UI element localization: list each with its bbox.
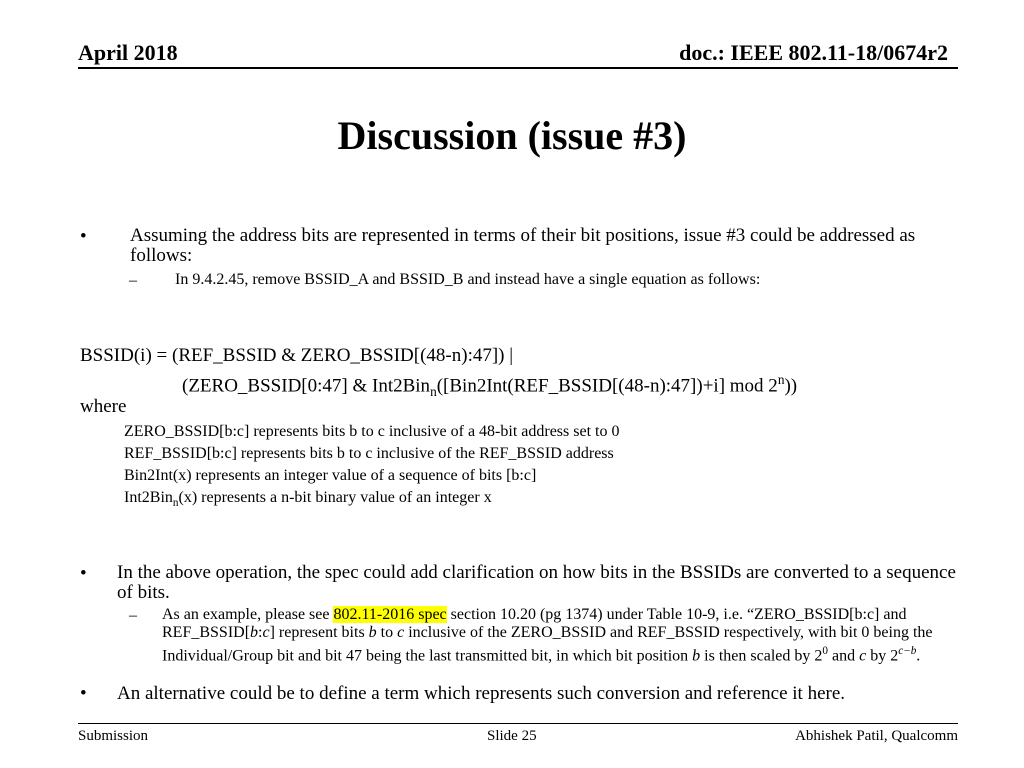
definition-ref-bssid: REF_BSSID[b:c] represents bits b to c inclusive of the REF_BSSID address bbox=[124, 445, 614, 462]
footer-submission: Submission bbox=[78, 728, 149, 744]
definition-int2bin: Int2Bin$_n$(x) represents a n-bit binary value of an integer x bbox=[124, 489, 492, 510]
bullet-3-text: An alternative could be to define a term which represents such conversion and reference it here. bbox=[117, 683, 846, 704]
highlighted-spec-reference: 802.11-2016 spec bbox=[333, 606, 447, 623]
sub-bullet-marker: – bbox=[129, 607, 137, 624]
bullet-marker: • bbox=[80, 683, 87, 704]
header-date: April 2018 bbox=[78, 40, 178, 65]
definitions-list bbox=[124, 421, 619, 514]
header-divider bbox=[78, 67, 958, 69]
sub-bullet-1-text: In 9.4.2.45, remove BSSID_A and BSSID_B and instead have a single equation as follows: bbox=[175, 271, 761, 288]
footer-slide-number: Slide 25 bbox=[487, 728, 537, 744]
definition-bin2int: Bin2Int(x) represents an integer value of a sequence of bits [b:c] bbox=[124, 467, 537, 484]
bullet-marker: • bbox=[80, 226, 87, 247]
bullet-1-text: Assuming the address bits are represented in terms of their bit positions, issue #3 could be addressed as follows: bbox=[130, 225, 916, 266]
definition-zero-bssid: ZERO_BSSID[b:c] represents bits b to c inclusive of a 48-bit address set to 0 bbox=[124, 423, 620, 440]
where-label: where bbox=[80, 396, 127, 417]
bullet-2-text: In the above operation, the spec could add clarification on how bits in the BSSIDs are converted to a sequence of bits. bbox=[117, 562, 956, 603]
equation-line-1: BSSID(i) = (REF_BSSID & ZERO_BSSID[(48-n):47]) | bbox=[80, 345, 514, 366]
sub-bullet-2-text: As an example, please see 802.11-2016 spec section 10.20 (pg 1374) under Table 10-9, i.e. “ZERO_BSSID[b:c] and REF_BSSID[b:c] represent bits b to c inclusive of the ZERO_BSSID and REF_BSSID respectively, with bit 0 being the Individual/Group bit and bit 47 being the last transmitted bit, in which bit position b is then scaled by $2^0$ and c by $2^{c-b}$. bbox=[162, 606, 933, 665]
header-doc-id: doc.: IEEE 802.11-18/0674r2 bbox=[679, 40, 948, 65]
footer-author: Abhishek Patil, Qualcomm bbox=[795, 728, 958, 744]
sub-bullet-marker: – bbox=[129, 272, 137, 289]
bullet-marker: • bbox=[80, 563, 87, 584]
slide-title: Discussion (issue #3) bbox=[337, 113, 687, 158]
equation-line-2: (ZERO_BSSID[0:47] & Int2Bin$_n$([Bin2Int(REF_BSSID[(48-n):47])+i] mod 2$^n$)) bbox=[182, 372, 798, 400]
footer-divider bbox=[78, 723, 958, 724]
